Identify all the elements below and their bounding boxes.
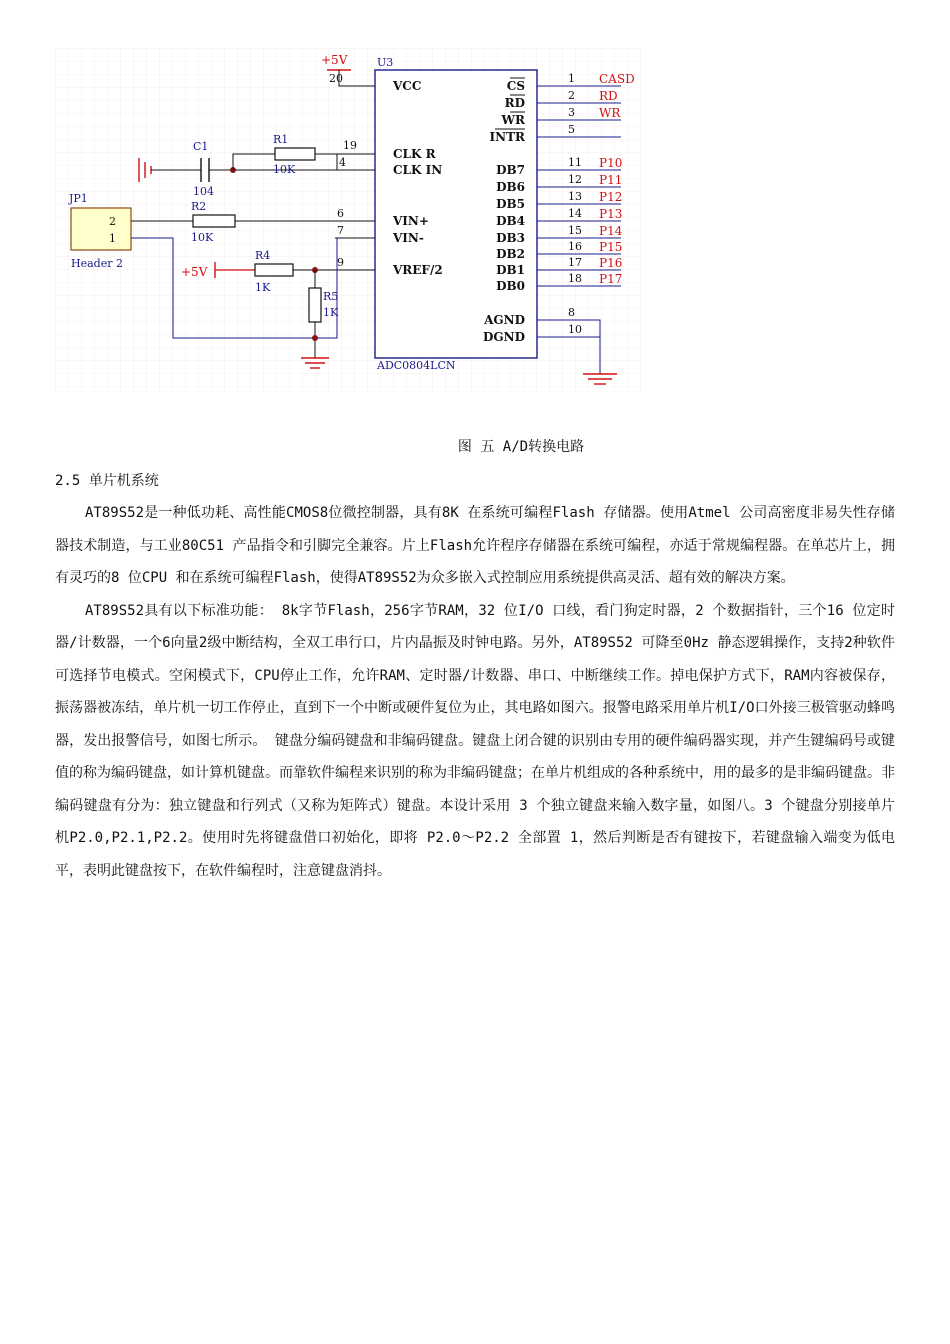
pin-name: INTR bbox=[489, 130, 525, 144]
pin-number: 12 bbox=[568, 173, 582, 186]
jp1-pin-b: 1 bbox=[109, 232, 116, 245]
schematic-grid bbox=[55, 48, 642, 392]
pin-number: 14 bbox=[568, 207, 582, 220]
pin-number: 5 bbox=[568, 123, 575, 136]
net-label: P14 bbox=[599, 224, 623, 238]
net-label: CASD bbox=[599, 72, 635, 86]
jp1-name: Header 2 bbox=[71, 257, 123, 270]
pin-number: 3 bbox=[568, 106, 575, 119]
pin-number: 16 bbox=[568, 240, 582, 253]
section-body bbox=[55, 497, 895, 887]
schematic-svg bbox=[55, 48, 642, 392]
pin-number: 13 bbox=[568, 190, 582, 203]
r4-ref: R4 bbox=[255, 249, 271, 262]
pin-name: DB2 bbox=[496, 247, 525, 261]
net-label: P12 bbox=[599, 190, 623, 204]
pin-name: VIN+ bbox=[393, 214, 429, 228]
pin-number: 4 bbox=[339, 156, 346, 169]
pin-name: DB6 bbox=[496, 180, 525, 194]
chip-ref: U3 bbox=[377, 56, 394, 69]
pin-name: CLK IN bbox=[393, 163, 443, 177]
r5-value: 1K bbox=[323, 306, 339, 319]
paragraph: AT89S52具有以下标准功能： 8k字节Flash，256字节RAM，32 位I/O 口线，看门狗定时器，2 个数据指针，三个16 位定时器/计数器，一个6向量2级中断结构，全双工串行口，片内晶振及时钟电路。另外，AT89S52 可降至0Hz 静态逻辑操作，支持2种软件可选择节电模式。空闲模式下，CPU停止工作，允许RAM、定时器/计数器、串口、中断继续工作。掉电保护方式下，RAM内容被保存，振荡器被冻结，单片机一切工作停止，直到下一个中断或硬件复位为止，其电路如图六。报警电路采用单片机I/O口外接三极管驱动蜂鸣器，发出报警信号，如图七所示。 键盘分编码键盘和非编码键盘。键盘上闭合键的识别由专用的硬件编码器实现，并产生键编码号或键值的称为编码键盘，如计算机键盘。而靠软件编程来识别的称为非编码键盘；在单片机组成的各种系统中，用的最多的是非编码键盘。非编码键盘有分为：独立键盘和行列式（又称为矩阵式）键盘。本设计采用 3 个独立键盘来输入数字量，如图八。3 个键盘分别接单片机P2.0,P2.1,P2.2。使用时先将键盘借口初始化，即将 P2.0～P2.2 全部置 1，然后判断是否有键按下，若键盘输入端变为低电平，表明此键盘按下，在软件编程时，注意键盘消抖。 bbox=[55, 602, 895, 879]
c1-value: 104 bbox=[193, 185, 214, 198]
pin-name: DB5 bbox=[496, 197, 525, 211]
pin-number: 17 bbox=[568, 256, 582, 269]
pin-name: VIN- bbox=[393, 231, 424, 245]
r5-ref: R5 bbox=[323, 290, 339, 303]
r4-supply-label: +5V bbox=[181, 265, 208, 279]
net-label: P16 bbox=[599, 256, 623, 270]
junction-dot bbox=[312, 335, 318, 341]
pin-number: 15 bbox=[568, 224, 582, 237]
pin-number: 10 bbox=[568, 323, 582, 336]
pin-number: 2 bbox=[568, 89, 575, 102]
pin-name: WR bbox=[501, 113, 525, 127]
pin-number: 19 bbox=[343, 139, 357, 152]
r2-value: 10K bbox=[191, 231, 214, 244]
chip-part: ADC0804LCN bbox=[377, 359, 456, 372]
jp1-pin-a: 2 bbox=[109, 215, 116, 228]
net-label: P17 bbox=[599, 272, 623, 286]
chip-power-label: +5V bbox=[321, 53, 348, 67]
pin-name: DB1 bbox=[496, 263, 525, 277]
net-label: WR bbox=[599, 106, 621, 120]
pin-number: 11 bbox=[568, 156, 582, 169]
net-label: RD bbox=[599, 89, 618, 103]
r2-ref: R2 bbox=[191, 200, 207, 213]
r4-value: 1K bbox=[255, 281, 271, 294]
pin-name: VCC bbox=[393, 79, 422, 93]
pin-name: CS bbox=[506, 79, 525, 93]
pin-number: 18 bbox=[568, 272, 582, 285]
pin-number: 6 bbox=[337, 207, 344, 220]
net-label: P11 bbox=[599, 173, 623, 187]
pin-name: VREF/2 bbox=[393, 263, 443, 277]
paragraph: AT89S52是一种低功耗、高性能CMOS8位微控制器，具有8K 在系统可编程Flash 存储器。使用Atmel 公司高密度非易失性存储器技术制造，与工业80C51 产品指令和引脚完全兼容。片上Flash允许程序存储器在系统可编程，亦适于常规编程器。在单芯片上，拥有灵巧的8 位CPU 和在系统可编程Flash，使得AT89S52为众多嵌入式控制应用系统提供高灵活、超有效的解决方案。 bbox=[55, 505, 895, 586]
pin-name: DB4 bbox=[496, 214, 525, 228]
pin-name: RD bbox=[504, 96, 525, 110]
adc-circuit-schematic bbox=[55, 48, 642, 392]
net-label: P13 bbox=[599, 207, 623, 221]
pin-number: 9 bbox=[337, 256, 344, 269]
pin-number: 7 bbox=[337, 224, 344, 237]
jp1-ref: JP1 bbox=[69, 192, 88, 205]
pin-name: AGND bbox=[484, 313, 525, 327]
pin-number: 1 bbox=[568, 72, 575, 85]
pin-name: DB0 bbox=[496, 279, 525, 293]
pin-number: 20 bbox=[329, 72, 343, 85]
pin-name: DB3 bbox=[496, 231, 525, 245]
net-label: P15 bbox=[599, 240, 623, 254]
pin-number: 8 bbox=[568, 306, 575, 319]
r1-value: 10K bbox=[273, 163, 296, 176]
r1-ref: R1 bbox=[273, 133, 289, 146]
section-heading: 2.5 单片机系统 bbox=[55, 473, 159, 489]
c1-ref: C1 bbox=[193, 140, 209, 153]
pin-name: DGND bbox=[482, 330, 525, 344]
figure-caption: 图 五 A/D转换电路 bbox=[457, 439, 585, 455]
pin-name: CLK R bbox=[393, 147, 436, 161]
pin-name: DB7 bbox=[496, 163, 525, 177]
net-label: P10 bbox=[599, 156, 623, 170]
